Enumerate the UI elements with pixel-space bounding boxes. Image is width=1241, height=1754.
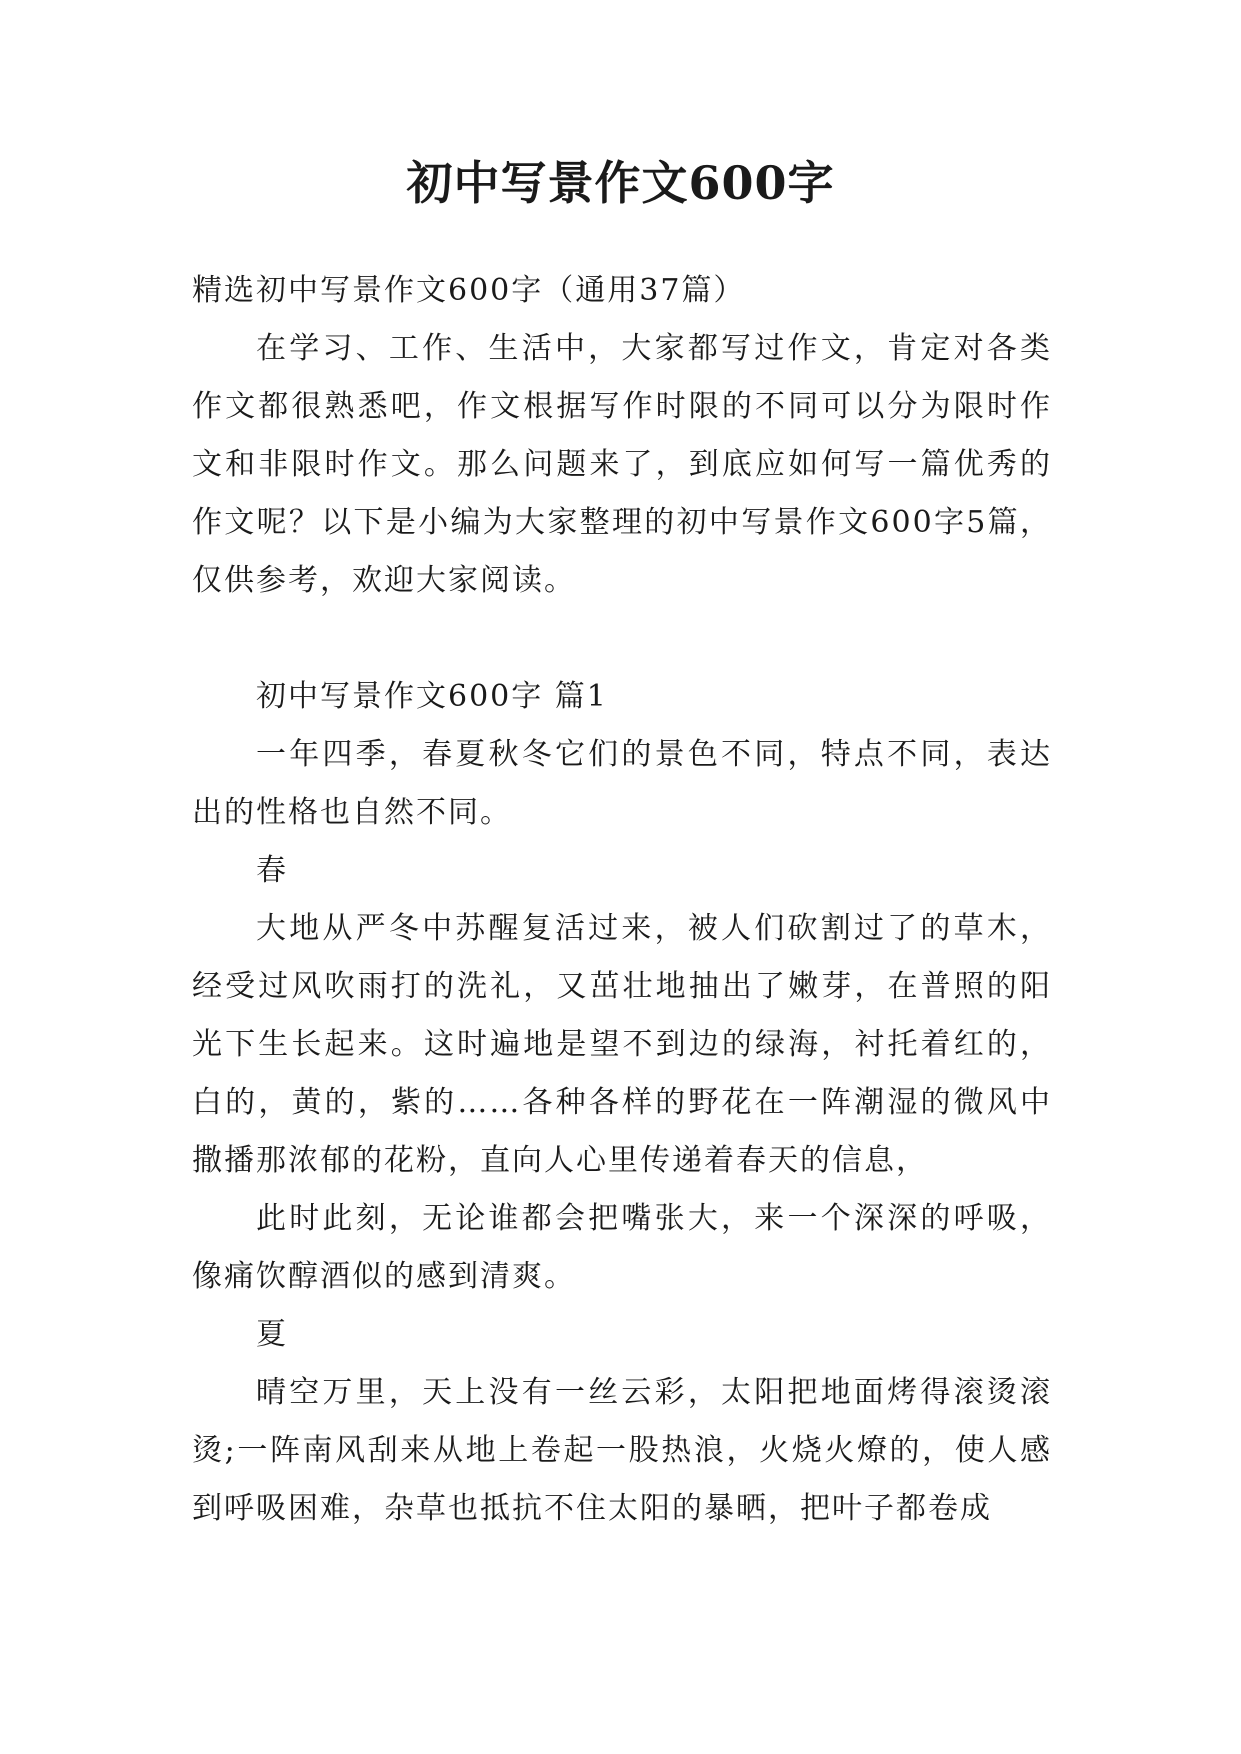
season-heading-summer: 夏 <box>256 1317 288 1352</box>
section-heading: 初中写景作文600字 篇1 <box>256 679 608 714</box>
body-paragraph: 晴空万里，天上没有一丝云彩，太阳把地面烤得滚烫滚烫;一阵南风刮来从地上卷起一股热浪，火烧火燎的，使人感到呼吸困难，杂草也抵抗不住太阳的暴晒，把叶子都卷成 <box>192 1375 1052 1526</box>
body-paragraph: 此时此刻，无论谁都会把嘴张大，来一个深深的呼吸，像痛饮醇酒似的感到清爽。 <box>192 1201 1052 1294</box>
intro-paragraph: 在学习、工作、生活中，大家都写过作文，肯定对各类作文都很熟悉吧，作文根据写作时限的不同可以分为限时作文和非限时作文。那么问题来了，到底应如何写一篇优秀的作文呢？以下是小编为大家整理的初中写景作文600字5篇，仅供参考，欢迎大家阅读。 <box>192 331 1052 598</box>
body-paragraph: 大地从严冬中苏醒复活过来，被人们砍割过了的草木，经受过风吹雨打的洗礼，又茁壮地抽出了嫩芽，在普照的阳光下生长起来。这时遍地是望不到边的绿海，衬托着红的，白的，黄的，紫的……各种各样的野花在一阵潮湿的微风中撒播那浓郁的花粉，直向人心里传递着春天的信息， <box>192 911 1052 1178</box>
document-subtitle: 精选初中写景作文600字（通用37篇） <box>192 273 746 308</box>
paragraph-spacer <box>192 610 1052 668</box>
season-heading-spring: 春 <box>256 853 288 888</box>
document-body <box>192 262 1052 1538</box>
document-title: 初中写景作文600字 <box>406 156 835 210</box>
body-paragraph: 一年四季，春夏秋冬它们的景色不同，特点不同，表达出的性格也自然不同。 <box>192 737 1052 830</box>
